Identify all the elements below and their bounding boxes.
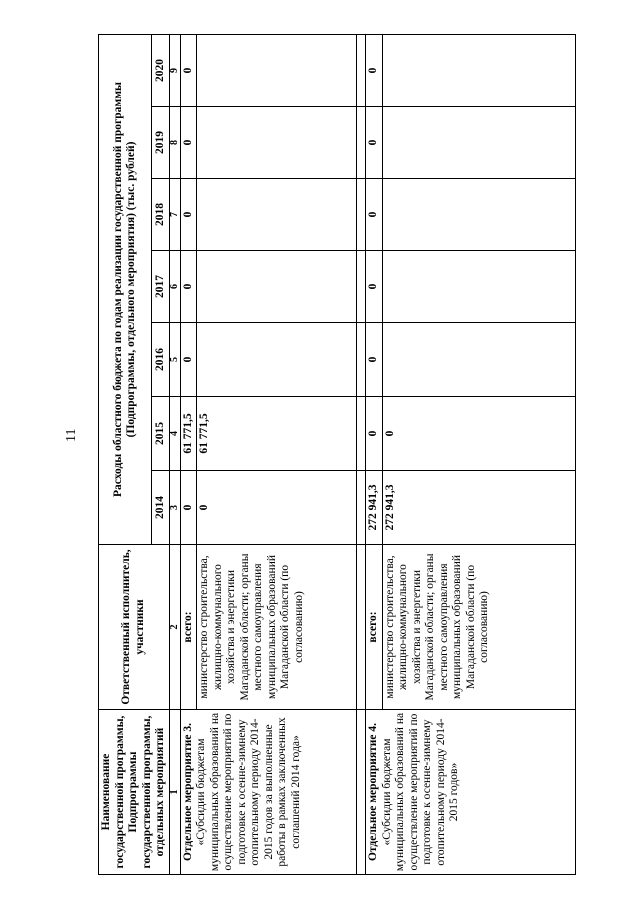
total-value: 0	[366, 34, 383, 106]
header-year: 2020	[152, 34, 170, 106]
header-expenses: Расходы областного бюджета по годам реализации государственной программы (Подпрограммы, отдельного мероприятия) (тыс. рублей)	[99, 34, 152, 544]
participant: министерство строительства, жилищно-коммунального хозяйства и энергетики Магаданской области; органы местного самоуправления муниципальных образований Магаданской области (по согласованию)	[382, 545, 576, 710]
participant-value	[197, 34, 357, 106]
total-value: 0	[180, 323, 197, 397]
total-value: 0	[180, 34, 197, 106]
participant-value	[197, 179, 357, 251]
total-value: 0	[366, 107, 383, 179]
participant-value: 61 771,5	[197, 397, 357, 471]
header-year: 2014	[152, 471, 170, 545]
header-year: 2017	[152, 251, 170, 323]
participant-value	[197, 251, 357, 323]
page-number: 11	[64, 428, 79, 442]
participant-value	[382, 323, 576, 397]
budget-table	[98, 34, 576, 875]
total-value: 0	[180, 471, 197, 545]
header-year: 2019	[152, 107, 170, 179]
total-label: всего:	[180, 545, 197, 710]
rotated-page-content	[98, 35, 576, 875]
header-responsible: Ответственный исполнитель, участники	[99, 545, 170, 710]
participant-value: 0	[197, 471, 357, 545]
total-value: 0	[366, 251, 383, 323]
participant-value	[197, 323, 357, 397]
header-year: 2016	[152, 323, 170, 397]
column-number: 1	[169, 710, 180, 875]
measure-title: Отдельное мероприятие 3.	[181, 722, 194, 862]
total-label: всего:	[366, 545, 383, 710]
total-value: 0	[366, 179, 383, 251]
column-number: 3	[169, 471, 180, 545]
participant-value	[197, 107, 357, 179]
participant-value: 0	[382, 397, 576, 471]
header-name: Наименование государственной программы, Подпрограммы государственной программы, отдельных мероприятий	[99, 710, 170, 875]
column-number: 9	[169, 34, 180, 106]
participant-value	[382, 34, 576, 106]
measure-name-cell	[180, 710, 357, 875]
measure-description: «Субсидии бюджетам муниципальных образований на осуществление мероприятий по подготовке к осенне-зимнему отопительному периоду 2014-2015 годов за выполненные работы в рамках заключенных соглашений 2014 года»	[195, 712, 302, 872]
total-value: 0	[180, 251, 197, 323]
column-number: 5	[169, 323, 180, 397]
column-number: 7	[169, 179, 180, 251]
participant-value	[382, 251, 576, 323]
column-number: 4	[169, 397, 180, 471]
table-separator	[357, 34, 366, 874]
total-value: 0	[180, 107, 197, 179]
measure-name-cell	[366, 710, 576, 875]
total-value: 0	[366, 323, 383, 397]
column-number: 8	[169, 107, 180, 179]
header-year: 2018	[152, 179, 170, 251]
participant: министерство строительства, жилищно-коммунального хозяйства и энергетики Магаданской области; органы местного самоуправления муниципальных образований Магаданской области (по согласованию)	[197, 545, 357, 710]
total-value: 272 941,3	[366, 471, 383, 545]
participant-value: 272 941,3	[382, 471, 576, 545]
column-number: 6	[169, 251, 180, 323]
header-year: 2015	[152, 397, 170, 471]
total-value: 0	[366, 397, 383, 471]
measure-description: «Субсидии бюджетам муниципальных образований на осуществление мероприятий по подготовке к осенне-зимнему отопительному периоду 2014-2015 годов»	[380, 712, 460, 872]
total-value: 61 771,5	[180, 397, 197, 471]
participant-value	[382, 179, 576, 251]
measure-title: Отдельное мероприятие 4.	[367, 722, 379, 862]
column-number: 2	[169, 545, 180, 710]
participant-value	[382, 107, 576, 179]
total-value: 0	[180, 179, 197, 251]
